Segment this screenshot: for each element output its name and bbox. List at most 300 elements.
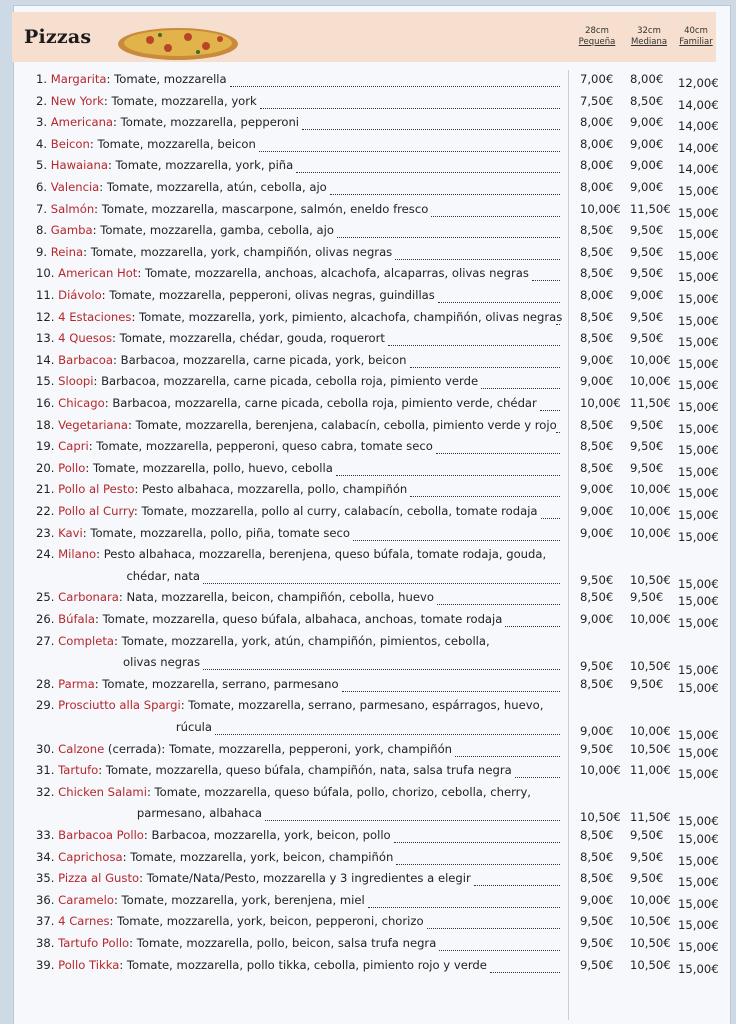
item-description: Tomate, mozzarella, beicon: [97, 136, 256, 151]
price-family: 15,00€: [678, 767, 719, 782]
dot-leader: [427, 926, 560, 929]
price-small: 10,00€: [580, 396, 621, 410]
price-family: 15,00€: [678, 875, 719, 890]
item-description: Tomate, mozzarella, york, piña: [115, 158, 294, 173]
price-family: 15,00€: [678, 814, 719, 829]
price-family: 15,00€: [678, 832, 719, 846]
item-name: 4 Quesos: [58, 331, 112, 346]
item-name: Pollo al Pesto: [58, 482, 135, 497]
price-family: 15,00€: [678, 486, 719, 501]
item-description: Tomate, mozzarella, pollo tikka, cebolla, pimiento rojo y verde: [126, 957, 487, 972]
item-number: 20.: [36, 460, 55, 475]
price-family: 15,00€: [678, 313, 719, 328]
item-description-continued: rúcula: [175, 720, 212, 734]
item-name: Pizza al Gusto: [58, 871, 140, 886]
dot-leader: [342, 689, 560, 692]
item-name: New York: [50, 93, 104, 108]
price-family: 15,00€: [678, 576, 719, 591]
dot-leader: [455, 754, 560, 757]
item-name: Kavi: [58, 525, 83, 540]
page-title: Pizzas: [24, 26, 92, 48]
price-small: 9,00€: [580, 892, 614, 907]
price-small: 8,00€: [580, 180, 614, 194]
price-family: 15,00€: [678, 728, 719, 742]
item-name: Pollo Tikka: [58, 957, 120, 972]
menu-item: 26. Búfala: Tomate, mozzarella, queso búfala, albahaca, anchoas, tomate rodaja: [36, 612, 503, 626]
item-description: Pesto albahaca, mozzarella, pollo, champiñón: [142, 482, 408, 497]
price-family: 15,00€: [678, 745, 719, 760]
price-small: 9,00€: [580, 374, 614, 389]
item-number: 25.: [36, 590, 55, 605]
item-description: Barbacoa, mozzarella, york, beicon, pollo: [151, 828, 391, 842]
dot-leader: [439, 948, 560, 951]
item-number: 29.: [36, 698, 55, 713]
price-medium: 9,50€: [630, 331, 664, 346]
dot-leader: [540, 408, 560, 411]
item-number: 37.: [36, 914, 55, 929]
menu-item: 29. Prosciutto alla Spargi: Tomate, mozzarella, serrano, parmesano, espárragos, huevo,: [36, 698, 544, 713]
price-medium: 10,50€: [630, 741, 671, 756]
dot-leader: [481, 386, 560, 389]
price-medium: 10,50€: [630, 936, 671, 950]
menu-item: 35. Pizza al Gusto: Tomate/Nata/Pesto, mozzarella y 3 ingredientes a elegir: [36, 871, 471, 886]
item-description: Tomate, mozzarella, serrano, parmesano, espárragos, huevo,: [188, 698, 544, 713]
price-medium: 10,50€: [630, 572, 671, 587]
price-family: 15,00€: [678, 292, 719, 306]
price-small: 8,00€: [580, 158, 614, 173]
dot-leader: [490, 970, 560, 973]
price-small: 8,50€: [580, 828, 614, 842]
menu-item: 33. Barbacoa Pollo: Barbacoa, mozzarella, york, beicon, pollo: [36, 828, 391, 842]
item-description: Tomate, mozzarella, pepperoni, olivas negras, guindillas: [109, 288, 435, 302]
item-name: Valencia: [50, 180, 100, 194]
dot-leader: [337, 235, 560, 238]
dot-leader: [532, 278, 560, 281]
price-small: 8,50€: [580, 460, 614, 475]
dot-leader: [438, 300, 560, 303]
item-number: 6.: [36, 180, 48, 194]
price-family: 15,00€: [678, 421, 719, 436]
price-small: 10,00€: [580, 201, 621, 216]
price-medium: 9,50€: [630, 676, 664, 691]
price-family: 15,00€: [678, 443, 719, 458]
price-medium: 9,00€: [630, 158, 664, 173]
item-number: 24.: [36, 547, 55, 562]
price-medium: 9,50€: [630, 871, 664, 886]
price-medium: 8,00€: [630, 72, 664, 86]
item-description: Tomate, mozzarella, pollo, piña, tomate seco: [90, 525, 351, 540]
price-family: 15,00€: [678, 464, 719, 479]
price-small: 8,50€: [580, 331, 614, 346]
dot-leader: [431, 214, 560, 217]
item-number: 11.: [36, 288, 55, 302]
dot-leader: [336, 473, 560, 476]
item-number: 36.: [36, 892, 55, 907]
item-name: Chicken Salami: [58, 784, 147, 799]
dot-leader: [296, 170, 560, 173]
item-name: Barbacoa: [58, 352, 114, 367]
item-number: 2.: [36, 93, 48, 108]
dot-leader: [388, 343, 560, 346]
item-number: 1.: [36, 72, 48, 86]
item-name: Completa: [58, 633, 114, 648]
item-description: Tomate, mozzarella, gamba, cebolla, ajo: [100, 223, 334, 238]
menu-item: 39. Pollo Tikka: Tomate, mozzarella, pollo tikka, cebolla, pimiento rojo y verde: [36, 957, 487, 972]
item-name: 4 Estaciones: [58, 309, 132, 324]
price-medium: 10,00€: [630, 892, 671, 907]
item-number: 8.: [36, 223, 48, 238]
price-family: 15,00€: [678, 184, 719, 198]
item-description: (cerrada): Tomate, mozzarella, pepperoni, york, champiñón: [107, 741, 453, 756]
item-name: Beicon: [50, 136, 90, 151]
item-description: Tomate, mozzarella, york, pimiento, alcachofa, champiñón, olivas negras: [139, 309, 563, 324]
item-description: Tomate, mozzarella, queso búfala, champiñón, nata, salsa trufa negra: [105, 763, 512, 778]
item-number: 16.: [36, 396, 55, 410]
price-small: 9,50€: [580, 572, 614, 587]
item-name: Carbonara: [58, 590, 119, 605]
item-description: Tomate, mozzarella: [114, 72, 227, 86]
price-medium: 10,00€: [630, 724, 671, 738]
menu-item: 28. Parma: Tomate, mozzarella, serrano, parmesano: [36, 676, 339, 691]
item-name: Chicago: [58, 396, 105, 410]
item-description: Barbacoa, mozzarella, carne picada, cebolla roja, pimiento verde: [101, 374, 479, 389]
item-number: 5.: [36, 158, 48, 173]
menu-item: 23. Kavi: Tomate, mozzarella, pollo, piña, tomate seco: [36, 525, 351, 540]
price-column-divider: [568, 70, 569, 1020]
item-number: 33.: [36, 828, 55, 842]
dot-leader: [330, 192, 560, 195]
price-medium: 10,00€: [630, 525, 671, 540]
item-name: 4 Carnes: [58, 914, 110, 929]
price-small: 8,50€: [580, 417, 614, 432]
price-family: 14,00€: [678, 119, 719, 134]
price-medium: 9,50€: [630, 223, 664, 238]
item-name: Caprichosa: [58, 849, 123, 864]
price-small: 9,00€: [580, 352, 614, 367]
price-medium: 9,50€: [630, 309, 664, 324]
item-number: 30.: [36, 741, 55, 756]
item-name: Capri: [58, 439, 89, 454]
dot-leader: [368, 905, 560, 908]
item-number: 12.: [36, 309, 55, 324]
dot-leader: [436, 451, 560, 454]
item-name: Parma: [58, 676, 95, 691]
price-small: 9,50€: [580, 936, 614, 950]
dot-leader: [215, 732, 560, 735]
item-name: Caramelo: [58, 892, 114, 907]
price-small: 9,50€: [580, 914, 614, 929]
price-medium: 10,50€: [630, 914, 671, 929]
price-family: 15,00€: [678, 594, 719, 609]
price-small: 9,50€: [580, 741, 614, 756]
menu-item: 24. Milano: Pesto albahaca, mozzarella, berenjena, queso búfala, tomate rodaja, gouda,: [36, 547, 547, 562]
item-name: Hawaiana: [50, 158, 108, 173]
item-number: 32.: [36, 784, 55, 799]
price-family: 15,00€: [678, 896, 719, 911]
item-description: Tomate, mozzarella, berenjena, calabacín, cebolla, pimiento verde y rojo: [135, 417, 557, 432]
item-number: 38.: [36, 936, 55, 950]
item-number: 21.: [36, 482, 55, 497]
price-medium: 10,00€: [630, 352, 671, 367]
price-family: 15,00€: [678, 940, 719, 954]
menu-item: 12. 4 Estaciones: Tomate, mozzarella, york, pimiento, alcachofa, champiñón, olivas negras: [36, 309, 563, 324]
item-number: 7.: [36, 201, 48, 216]
price-medium: 9,50€: [630, 266, 664, 281]
price-medium: 9,00€: [630, 115, 664, 130]
item-name: Margarita: [50, 72, 107, 86]
item-description: Tomate, mozzarella, anchoas, alcachofa, alcaparras, olivas negras: [144, 266, 529, 281]
price-family: 15,00€: [678, 356, 719, 371]
price-medium: 10,00€: [630, 482, 671, 497]
item-description: Tomate, mozzarella, york, beicon, pepperoni, chorizo: [117, 914, 424, 929]
dot-leader: [396, 862, 560, 865]
item-description: Tomate/Nata/Pesto, mozzarella y 3 ingredientes a elegir: [146, 871, 471, 886]
dot-leader: [556, 430, 560, 433]
item-description-continued: parmesano, albahaca: [136, 806, 262, 821]
dot-leader: [260, 106, 560, 109]
price-small: 9,00€: [580, 724, 614, 738]
item-description: Tomate, mozzarella, queso búfala, pollo, chorizo, cebolla, cherry,: [154, 784, 531, 799]
menu-item: 15. Sloopi: Barbacoa, mozzarella, carne picada, cebolla roja, pimiento verde: [36, 374, 479, 389]
item-number: 28.: [36, 676, 55, 691]
dot-leader: [259, 149, 560, 152]
price-family: 15,00€: [678, 248, 719, 263]
price-small: 9,50€: [580, 659, 614, 674]
price-small: 7,50€: [580, 93, 614, 108]
item-description: Tomate, mozzarella, york, beicon, champiñón: [130, 849, 394, 864]
price-family: 15,00€: [678, 529, 719, 544]
price-small: 8,50€: [580, 871, 614, 886]
price-family: 15,00€: [678, 616, 719, 630]
price-small: 8,50€: [580, 849, 614, 864]
price-medium: 9,50€: [630, 439, 664, 454]
price-family: 15,00€: [678, 205, 719, 220]
item-name: Tartufo: [58, 763, 99, 778]
menu-item: 4. Beicon: Tomate, mozzarella, beicon: [36, 136, 256, 151]
size-header-medium: 32cm Mediana: [630, 26, 668, 47]
price-medium: 10,00€: [630, 612, 671, 626]
price-family: 15,00€: [678, 853, 719, 868]
item-name: Gamba: [50, 223, 93, 238]
dot-leader: [302, 127, 560, 130]
dot-leader: [515, 775, 560, 778]
size-header-family: 40cm Familiar: [679, 26, 713, 47]
item-name: Diávolo: [58, 288, 102, 302]
price-small: 8,00€: [580, 288, 614, 302]
price-medium: 10,00€: [630, 504, 671, 518]
price-small: 8,00€: [580, 115, 614, 130]
item-description: Tomate, mozzarella, pollo, huevo, cebolla: [92, 460, 333, 475]
dot-leader: [203, 667, 560, 670]
item-description: Tomate, mozzarella, serrano, parmesano: [102, 676, 339, 691]
menu-item: 14. Barbacoa: Barbacoa, mozzarella, carne picada, york, beicon: [36, 352, 407, 367]
price-small: 8,50€: [580, 223, 614, 238]
price-family: 15,00€: [678, 378, 719, 393]
dot-leader: [230, 84, 560, 87]
price-small: 8,50€: [580, 676, 614, 691]
item-number: 14.: [36, 352, 55, 367]
price-small: 10,50€: [580, 810, 621, 825]
menu-item: 19. Capri: Tomate, mozzarella, pepperoni, queso cabra, tomate seco: [36, 439, 433, 454]
price-small: 9,00€: [580, 504, 614, 518]
menu-item: 32. Chicken Salami: Tomate, mozzarella, queso búfala, pollo, chorizo, cebolla, cherry,: [36, 784, 531, 799]
item-description-continued: chédar, nata: [126, 568, 200, 583]
dot-leader: [395, 257, 560, 260]
price-family: 14,00€: [678, 140, 719, 155]
item-number: 9.: [36, 244, 48, 259]
item-description: Tomate, mozzarella, pollo, beicon, salsa trufa negra: [136, 936, 437, 950]
menu-item: 5. Hawaiana: Tomate, mozzarella, york, piña: [36, 158, 294, 173]
item-description-continued: olivas negras: [123, 655, 200, 670]
dot-leader: [505, 624, 560, 627]
price-medium: 9,50€: [630, 417, 664, 432]
item-number: 23.: [36, 525, 55, 540]
price-family: 15,00€: [678, 918, 719, 933]
price-small: 8,00€: [580, 136, 614, 151]
item-description: Tomate, mozzarella, york, atún, champiñón, pimientos, cebolla,: [121, 633, 490, 648]
dot-leader: [410, 365, 560, 368]
price-small: 8,50€: [580, 439, 614, 454]
size-header-small: 28cm Pequeña: [578, 26, 616, 47]
item-description: Nata, mozzarella, beicon, champiñón, cebolla, huevo: [126, 590, 434, 605]
item-description: Pesto albahaca, mozzarella, berenjena, queso búfala, tomate rodaja, gouda,: [103, 547, 547, 562]
dot-leader: [410, 494, 560, 497]
item-number: 26.: [36, 612, 55, 626]
menu-item: 20. Pollo: Tomate, mozzarella, pollo, huevo, cebolla: [36, 460, 333, 475]
item-name: Vegetariana: [58, 417, 128, 432]
price-medium: 11,50€: [630, 810, 671, 825]
item-name: Sloopi: [58, 374, 94, 389]
price-medium: 9,00€: [630, 136, 664, 151]
item-description: Tomate, mozzarella, mascarpone, salmón, eneldo fresco: [101, 201, 429, 216]
price-small: 9,00€: [580, 525, 614, 540]
item-number: 31.: [36, 763, 55, 778]
price-family: 15,00€: [678, 663, 719, 678]
price-family: 15,00€: [678, 227, 719, 242]
item-description: Tomate, mozzarella, atún, cebolla, ajo: [106, 180, 327, 194]
item-number: 10.: [36, 266, 55, 281]
price-family: 14,00€: [678, 97, 719, 112]
price-medium: 9,00€: [630, 180, 664, 194]
item-name: American Hot: [58, 266, 138, 281]
item-description: Tomate, mozzarella, pollo al curry, calabacín, cebolla, tomate rodaja: [141, 504, 538, 518]
price-small: 9,50€: [580, 957, 614, 972]
price-medium: 8,50€: [630, 93, 664, 108]
dot-leader: [394, 840, 560, 843]
price-medium: 9,50€: [630, 590, 664, 605]
price-family: 15,00€: [678, 508, 719, 522]
price-family: 15,00€: [678, 961, 719, 976]
item-name: Pollo al Curry: [58, 504, 134, 518]
item-number: 27.: [36, 633, 55, 648]
price-medium: 11,50€: [630, 201, 671, 216]
dot-leader: [437, 602, 560, 605]
item-description: Barbacoa, mozzarella, carne picada, cebolla roja, pimiento verde, chédar: [112, 396, 537, 410]
item-description: Tomate, mozzarella, pepperoni, queso cabra, tomate seco: [96, 439, 433, 454]
menu-item: 21. Pollo al Pesto: Pesto albahaca, mozzarella, pollo, champiñón: [36, 482, 408, 497]
menu-item: 3. Americana: Tomate, mozzarella, pepperoni: [36, 115, 300, 130]
price-small: 9,00€: [580, 612, 614, 626]
item-description: Tomate, mozzarella, york, champiñón, olivas negras: [90, 244, 393, 259]
menu-item: 27. Completa: Tomate, mozzarella, york, atún, champiñón, pimientos, cebolla,: [36, 633, 490, 648]
menu-item: 10. American Hot: Tomate, mozzarella, anchoas, alcachofa, alcaparras, olivas negras: [36, 266, 529, 281]
item-number: 35.: [36, 871, 55, 886]
price-family: 12,00€: [678, 76, 719, 90]
item-description: Tomate, mozzarella, york, berenjena, miel: [121, 892, 365, 907]
price-family: 15,00€: [678, 400, 719, 414]
item-description: Tomate, mozzarella, queso búfala, albahaca, anchoas, tomate rodaja: [102, 612, 503, 626]
menu-item: 8. Gamba: Tomate, mozzarella, gamba, cebolla, ajo: [36, 223, 334, 238]
price-family: 15,00€: [678, 270, 719, 285]
menu-item: 6. Valencia: Tomate, mozzarella, atún, cebolla, ajo: [36, 180, 327, 194]
price-family: 15,00€: [678, 680, 719, 695]
item-number: 19.: [36, 439, 55, 454]
menu-item: [36, 742, 452, 756]
dot-leader: [541, 516, 560, 519]
item-number: 34.: [36, 849, 55, 864]
menu-item: 16. Chicago: Barbacoa, mozzarella, carne picada, cebolla roja, pimiento verde, chédar: [36, 396, 537, 410]
price-small: 7,00€: [580, 72, 614, 86]
item-description: Tomate, mozzarella, york: [111, 93, 257, 108]
price-small: 9,00€: [580, 482, 614, 497]
menu-item: 1. Margarita: Tomate, mozzarella: [36, 72, 227, 86]
menu-item: 18. Vegetariana: Tomate, mozzarella, berenjena, calabacín, cebolla, pimiento verde y rojo: [36, 417, 557, 432]
price-medium: 10,50€: [630, 659, 671, 674]
price-medium: 9,50€: [630, 849, 664, 864]
item-number: 4.: [36, 136, 48, 151]
item-number: 13.: [36, 331, 55, 346]
item-description: Barbacoa, mozzarella, carne picada, york, beicon: [120, 352, 407, 367]
menu-item: 25. Carbonara: Nata, mozzarella, beicon, champiñón, cebolla, huevo: [36, 590, 434, 605]
price-small: 8,50€: [580, 244, 614, 259]
price-family: 15,00€: [678, 335, 719, 350]
price-medium: 10,50€: [630, 957, 671, 972]
item-name: Calzone: [58, 741, 105, 756]
pizza-illustration: [116, 24, 240, 62]
dot-leader: [353, 538, 560, 541]
menu-item: 38. Tartufo Pollo: Tomate, mozzarella, pollo, beicon, salsa trufa negra: [36, 936, 437, 950]
item-number: 39.: [36, 957, 55, 972]
price-medium: 9,00€: [630, 288, 664, 302]
item-number: 15.: [36, 374, 55, 389]
item-description: Tomate, mozzarella, chédar, gouda, roquerort: [119, 331, 385, 346]
menu-item: 11. Diávolo: Tomate, mozzarella, pepperoni, olivas negras, guindillas: [36, 288, 435, 302]
dot-leader: [556, 322, 560, 325]
item-name: Reina: [50, 244, 84, 259]
menu-item: 36. Caramelo: Tomate, mozzarella, york, berenjena, miel: [36, 892, 365, 907]
menu-item: 9. Reina: Tomate, mozzarella, york, champiñón, olivas negras: [36, 244, 393, 259]
item-description: Tomate, mozzarella, pepperoni: [120, 115, 300, 130]
item-number: 18.: [36, 417, 55, 432]
item-name: Milano: [58, 547, 97, 562]
dot-leader: [265, 818, 560, 821]
price-small: 8,50€: [580, 309, 614, 324]
price-medium: 9,50€: [630, 460, 664, 475]
dot-leader: [474, 883, 560, 886]
menu-item: 22. Pollo al Curry: Tomate, mozzarella, pollo al curry, calabacín, cebolla, tomate rodaja: [36, 504, 538, 518]
item-name: Prosciutto alla Spargi: [58, 698, 181, 713]
item-name: Búfala: [58, 612, 95, 626]
menu-item: 34. Caprichosa: Tomate, mozzarella, york, beicon, champiñón: [36, 849, 394, 864]
menu-item: 37. 4 Carnes: Tomate, mozzarella, york, beicon, pepperoni, chorizo: [36, 914, 424, 929]
price-medium: 9,50€: [630, 828, 664, 842]
price-small: 10,00€: [580, 763, 621, 778]
item-name: Tartufo Pollo: [58, 936, 130, 950]
item-number: 3.: [36, 115, 48, 130]
item-name: Barbacoa Pollo: [58, 828, 144, 842]
menu-item: 13. 4 Quesos: Tomate, mozzarella, chédar, gouda, roquerort: [36, 331, 385, 346]
price-family: 14,00€: [678, 162, 719, 177]
